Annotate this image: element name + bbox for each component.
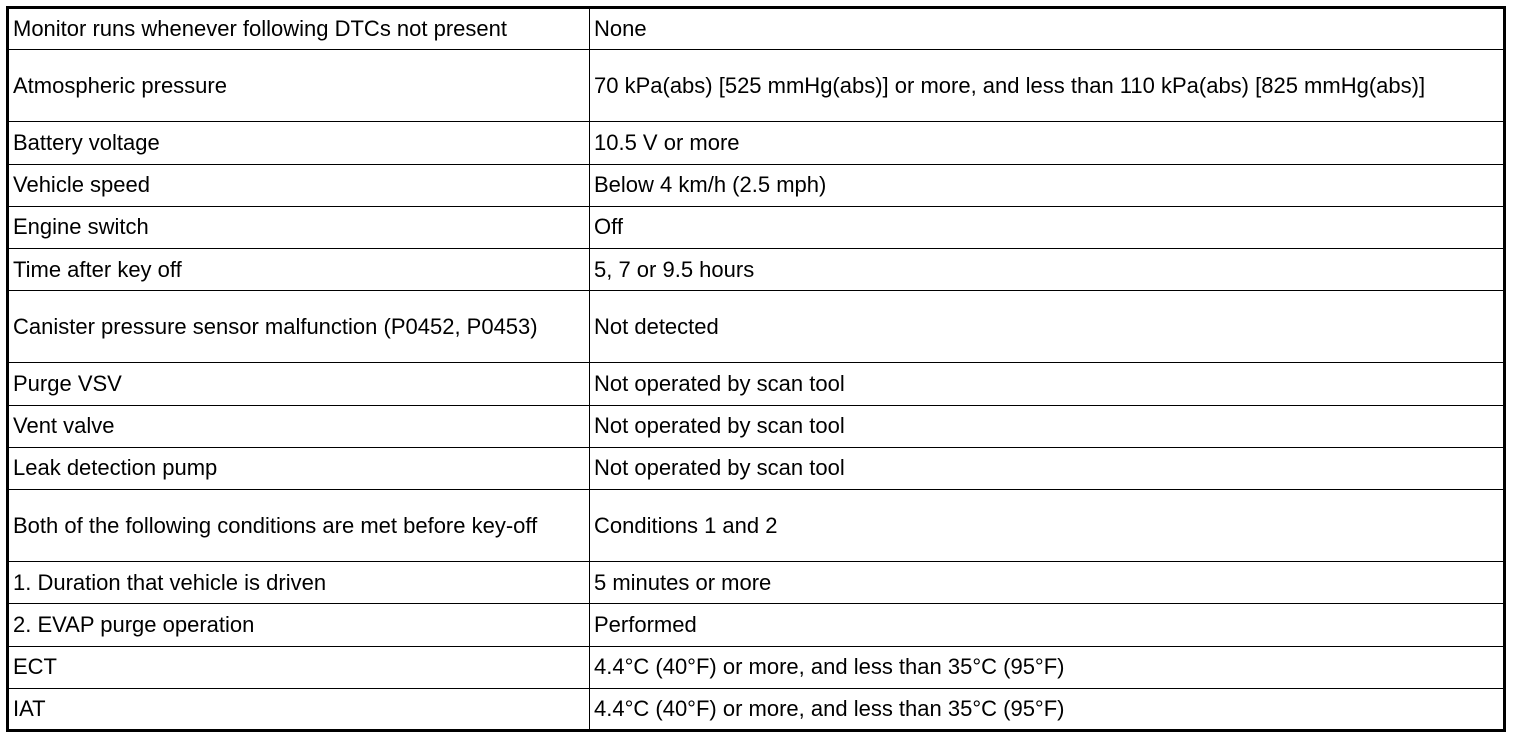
condition-cell: Battery voltage: [8, 122, 590, 164]
value-cell: 5, 7 or 9.5 hours: [590, 248, 1505, 290]
condition-cell: Atmospheric pressure: [8, 50, 590, 122]
condition-cell: Canister pressure sensor malfunction (P0452, P0453): [8, 291, 590, 363]
value-cell: 4.4°C (40°F) or more, and less than 35°C (95°F): [590, 688, 1505, 730]
table-row: [8, 248, 1505, 290]
table-row: [8, 206, 1505, 248]
table-row: [8, 122, 1505, 164]
condition-cell: Engine switch: [8, 206, 590, 248]
value-cell: Conditions 1 and 2: [590, 489, 1505, 561]
table-row: [8, 164, 1505, 206]
table-row: [8, 604, 1505, 646]
table-row: [8, 291, 1505, 363]
condition-cell: Time after key off: [8, 248, 590, 290]
value-cell: Below 4 km/h (2.5 mph): [590, 164, 1505, 206]
value-cell: None: [590, 8, 1505, 50]
table-row: [8, 688, 1505, 730]
condition-cell: Monitor runs whenever following DTCs not present: [8, 8, 590, 50]
value-cell: Not operated by scan tool: [590, 405, 1505, 447]
table-row: [8, 562, 1505, 604]
condition-cell: IAT: [8, 688, 590, 730]
condition-cell: Leak detection pump: [8, 447, 590, 489]
table-row: [8, 8, 1505, 50]
condition-cell: Vent valve: [8, 405, 590, 447]
condition-cell: Both of the following conditions are met before key-off: [8, 489, 590, 561]
table-row: [8, 447, 1505, 489]
value-cell: 5 minutes or more: [590, 562, 1505, 604]
value-cell: 70 kPa(abs) [525 mmHg(abs)] or more, and less than 110 kPa(abs) [825 mmHg(abs)]: [590, 50, 1505, 122]
value-cell: Performed: [590, 604, 1505, 646]
value-cell: Not operated by scan tool: [590, 447, 1505, 489]
table-row: [8, 363, 1505, 405]
condition-cell: 1. Duration that vehicle is driven: [8, 562, 590, 604]
table-row: [8, 489, 1505, 561]
value-cell: 4.4°C (40°F) or more, and less than 35°C (95°F): [590, 646, 1505, 688]
value-cell: Not detected: [590, 291, 1505, 363]
value-cell: Off: [590, 206, 1505, 248]
monitor-conditions-table: [6, 6, 1506, 732]
condition-cell: 2. EVAP purge operation: [8, 604, 590, 646]
condition-cell: Purge VSV: [8, 363, 590, 405]
value-cell: Not operated by scan tool: [590, 363, 1505, 405]
value-cell: 10.5 V or more: [590, 122, 1505, 164]
table-row: [8, 646, 1505, 688]
table-row: [8, 405, 1505, 447]
table-row: [8, 50, 1505, 122]
condition-cell: Vehicle speed: [8, 164, 590, 206]
condition-cell: ECT: [8, 646, 590, 688]
